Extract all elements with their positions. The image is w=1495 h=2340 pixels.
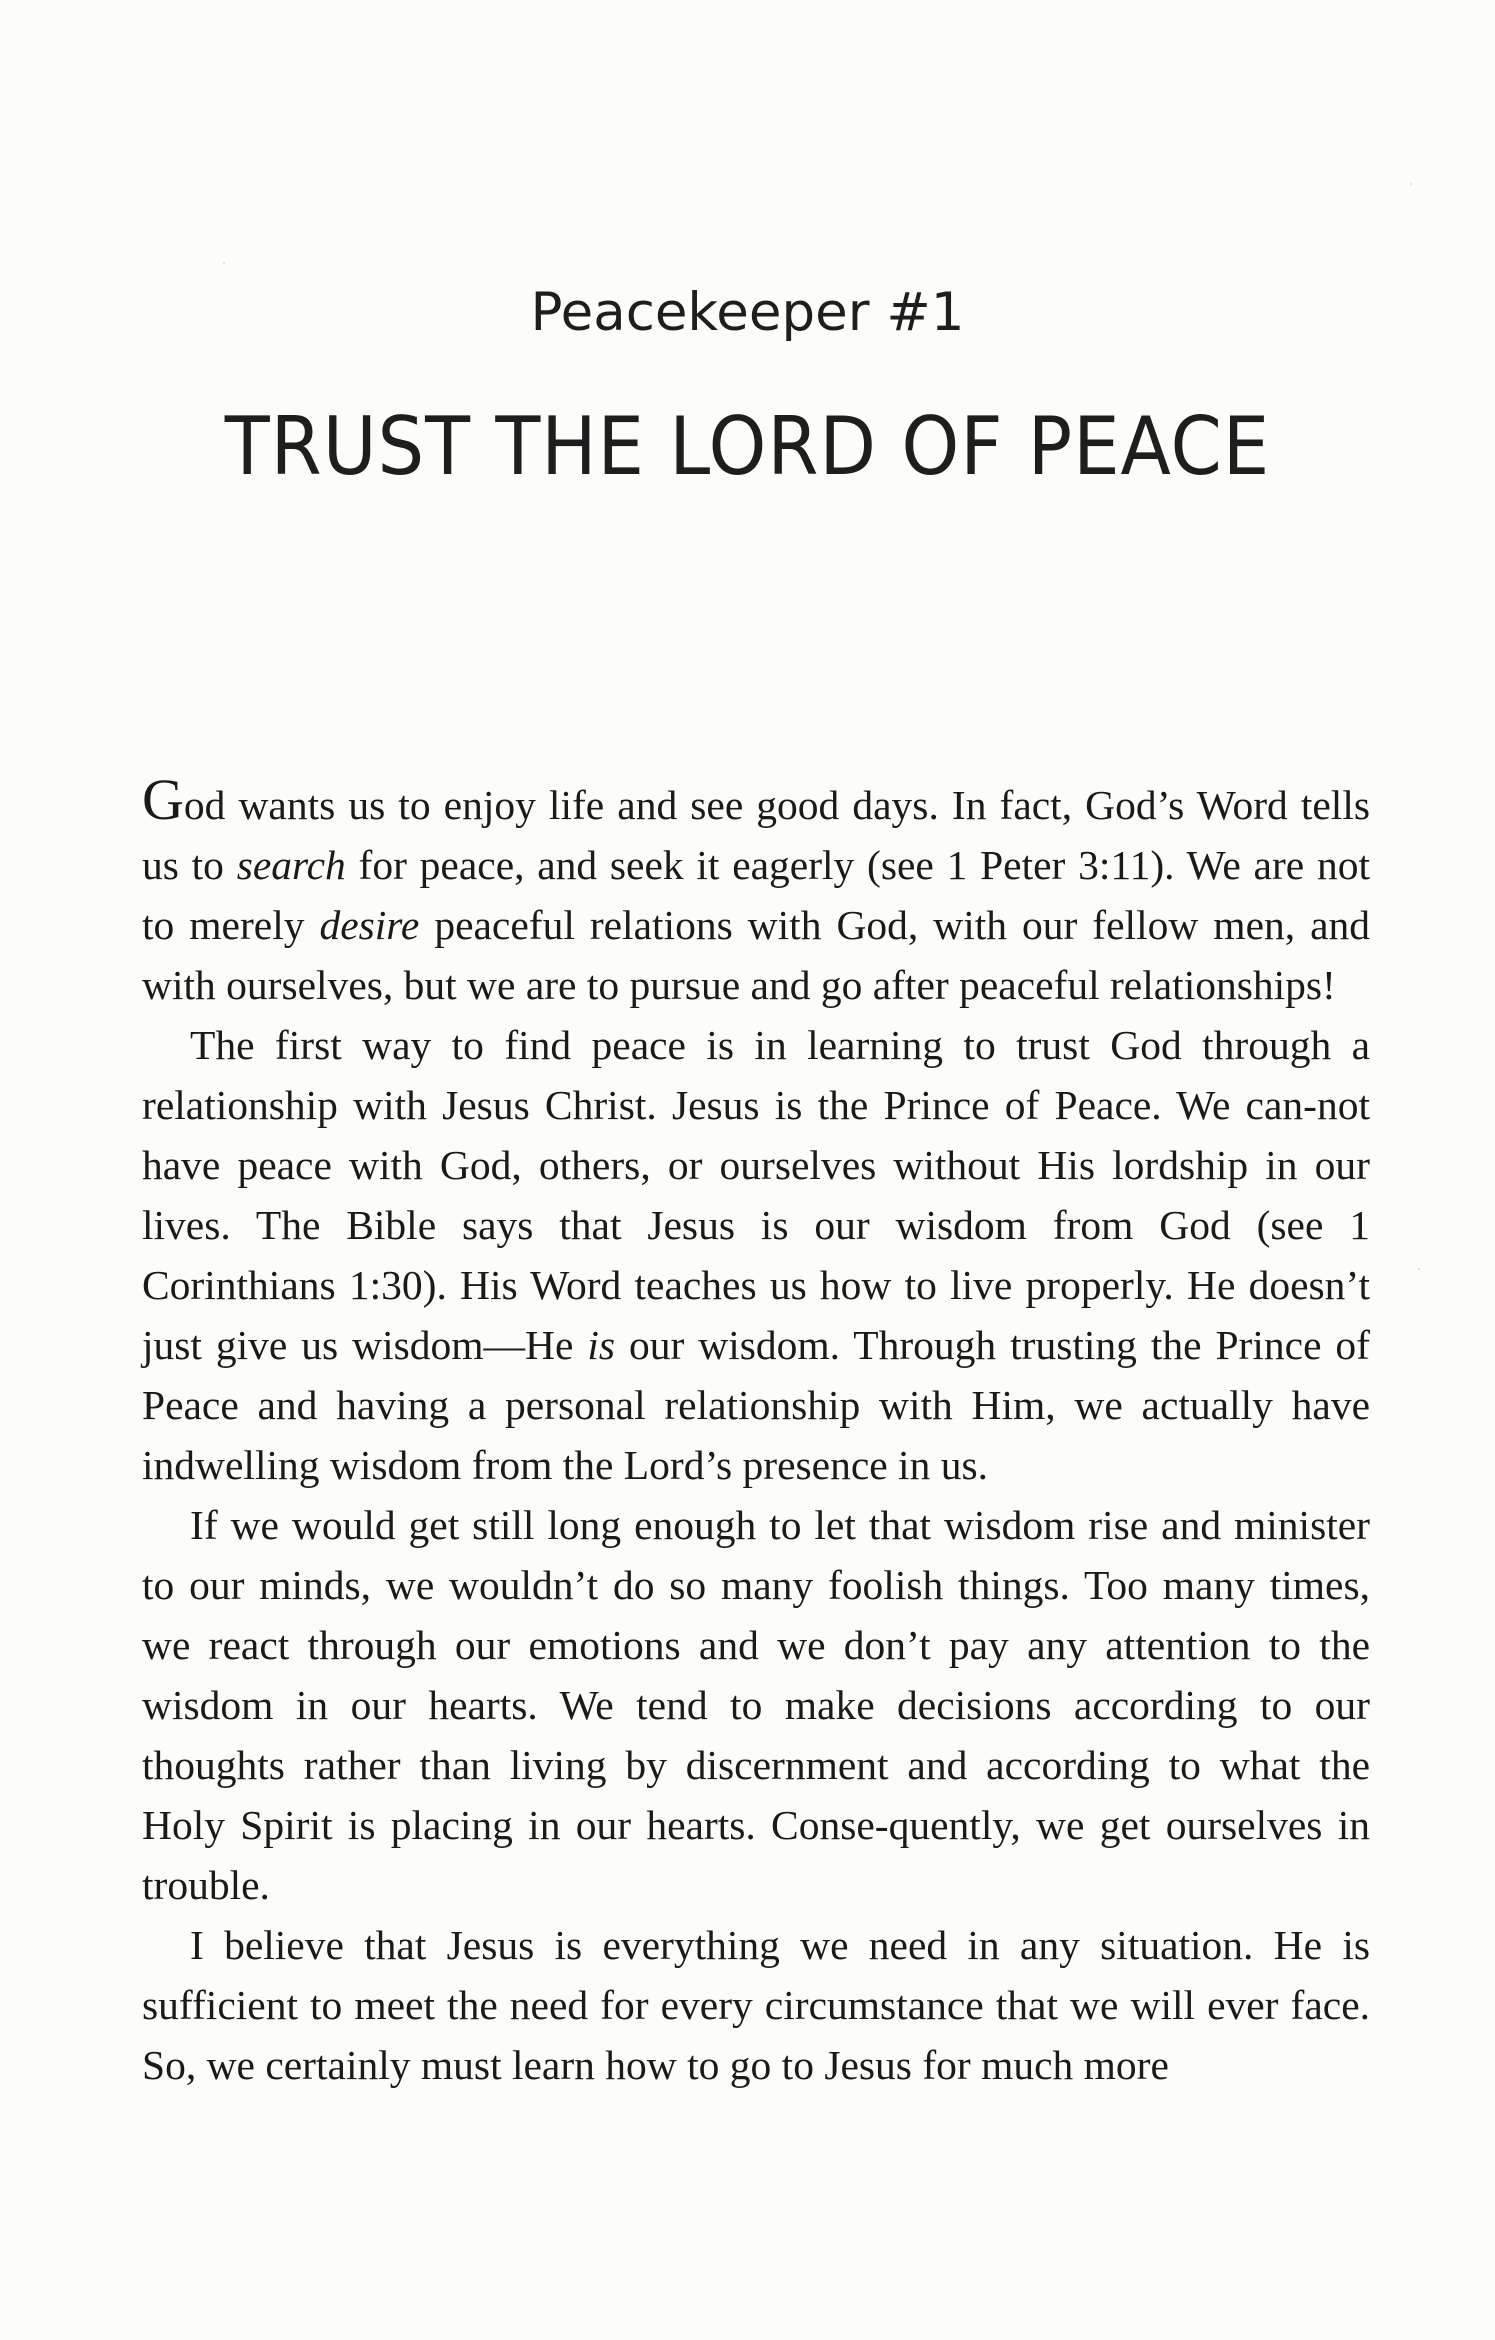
paragraph-4-text: I believe that Jesus is everything we need in any situation. He is sufficient to meet the need for every circumstance that we will ever face. So, we certainly must learn how to go to Jesus for much more [142,1922,1370,2088]
paragraph-2-text: our wisdom. Through trusting the Prince of Peace and having a personal relationship with Him, we actually have indwelling wisdom from the Lord’s presence in us. [142,1322,1370,1488]
body-text [142,767,1371,2095]
paper-speck [1418,1268,1420,1270]
chapter-label: Peacekeeper #1 [530,282,965,343]
emphasis-is: is [587,1322,616,1368]
paragraph-4 [142,1915,1370,2095]
paper-speck [1410,183,1412,185]
emphasis-search: search [236,842,346,888]
chapter-title: TRUST THE LORD OF PEACE [224,400,1271,493]
paragraph-1-text: for peace, and seek it eagerly (see 1 Peter 3:11). We are not to merely [142,842,1370,948]
drop-initial: G [142,767,184,832]
emphasis-desire: desire [319,902,420,948]
paragraph-3 [142,1495,1370,1915]
paragraph-1-text: peaceful relations with God, with our fellow men, and with ourselves, but we are to pursue and go after peaceful relationships! [142,902,1371,1008]
paragraph-1 [142,767,1371,1015]
paragraph-2 [142,1015,1370,1495]
paragraph-3-text: If we would get still long enough to let that wisdom rise and minister to our minds, we wouldn’t do so many foolish things. Too many times, we react through our emotions and we don’t pay any attention to the wisdom in our hearts. We tend to make decisions according to our thoughts rather than living by discernment and according to what the Holy Spirit is placing in our hearts. Conse-quently, we get ourselves in trouble. [142,1502,1370,1908]
paragraph-1-text: od wants us to enjoy life and see good days. In fact, God’s Word tells us to [142,782,1370,888]
paragraph-2-text: The first way to find peace is in learning to trust God through a relationship with Jesus Christ. Jesus is the Prince of Peace. We can-not have peace with God, others, or ourselves without His lordship in our lives. The Bible says that Jesus is our wisdom from God (see 1 Corinthians 1:30). His Word teaches us how to live properly. He doesn’t just give us wisdom—He [142,1022,1370,1368]
paper-speck [223,262,225,264]
